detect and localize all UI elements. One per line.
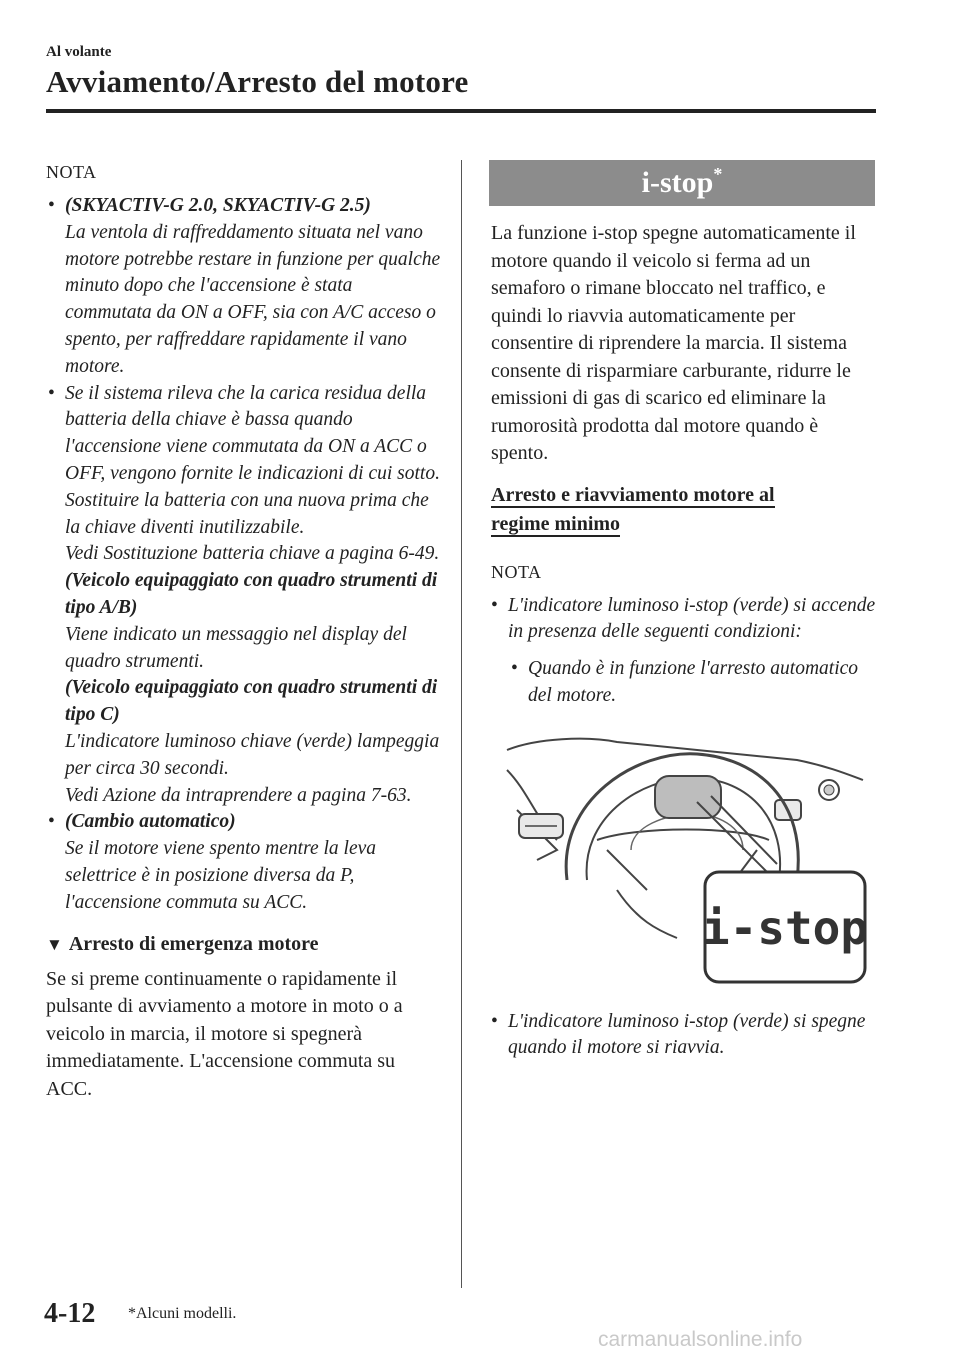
emergency-heading xyxy=(46,933,441,956)
note-item-2 xyxy=(46,381,441,810)
section-label: Al volante xyxy=(46,44,112,60)
column-divider xyxy=(461,160,462,1288)
page-number: 4-12 xyxy=(44,1298,96,1329)
bullet-icon: • xyxy=(48,811,55,833)
subheading-wrap xyxy=(491,482,821,540)
right-column xyxy=(489,160,879,1062)
note-line: L'indicatore luminoso chiave (verde) lampeggia per circa 30 secondi. xyxy=(65,730,440,779)
bullet-icon: • xyxy=(48,382,55,404)
bullet-icon: • xyxy=(48,195,55,216)
bullet-icon: • xyxy=(491,1010,498,1032)
page-title: Avviamento/Arresto del motore xyxy=(46,64,469,99)
note-line: Viene indicato un messaggio nel display del quadro strumenti. xyxy=(65,623,407,672)
note-line: (Veicolo equipaggiato con quadro strumenti di tipo A/B) xyxy=(65,570,438,618)
note-line: La ventola di raffreddamento situata nel vano motore potrebbe restare in funzione per qualche minuto dopo che l'accensione è stata commutata da ON a OFF, sia con A/C acceso o spento, per raffreddare rapidamente il vano motore. xyxy=(65,221,441,377)
subheading: Arresto e riavviamento motore al regime minimo xyxy=(491,483,775,535)
nota-label: NOTA xyxy=(491,561,542,582)
istop-note-list-2 xyxy=(489,1009,879,1063)
page-header xyxy=(46,44,876,100)
bullet-icon: • xyxy=(491,594,498,616)
note-line: Quando è in funzione l'arresto automatico del motore. xyxy=(528,658,859,706)
watermark: carmanualsonline.info xyxy=(598,1328,803,1351)
istop-note-list xyxy=(489,593,879,710)
note-item-1 xyxy=(46,193,441,381)
note-line: (SKYACTIV-G 2.0, SKYACTIV-G 2.5) xyxy=(65,195,371,216)
istop-note-1 xyxy=(489,593,879,647)
footer-note: *Alcuni modelli. xyxy=(128,1305,237,1322)
istop-callout-label: i-stop xyxy=(701,900,869,955)
left-column xyxy=(46,162,441,1103)
note-line: Vedi Sostituzione batteria chiave a pagina 6-49. xyxy=(65,543,440,565)
dashboard-illustration xyxy=(497,730,869,986)
asterisk-mark: * xyxy=(713,164,723,184)
istop-intro: La funzione i-stop spegne automaticamente il motore quando il veicolo si ferma ad un semaforo o rimane bloccato nel traffico, e quindi lo riavvia automaticamente per consentire di riprendere la marcia. Il sistema consente di risparmiare carburante, ridurre le emissioni di gas di scarico ed eliminare la rumorosità prodotta dal motore quando è spento. xyxy=(491,222,856,464)
istop-note-1-sub xyxy=(509,656,879,710)
note-line: Se il sistema rileva che la carica residua della batteria della chiave è bassa quando l'accensione viene commutata da ON a ACC o OFF, vengono fornite le indicazioni di cui sotto. xyxy=(65,382,440,484)
istop-note-2 xyxy=(489,1009,879,1063)
triangle-down-icon: ▼ xyxy=(46,934,63,954)
note-line: (Cambio automatico) xyxy=(65,811,236,833)
note-line: (Veicolo equipaggiato con quadro strumenti di tipo C) xyxy=(65,677,438,726)
emergency-heading-text: Arresto di emergenza motore xyxy=(68,932,319,955)
istop-banner xyxy=(489,160,875,206)
note-line: Vedi Azione da intraprendere a pagina 7-63. xyxy=(65,784,412,806)
banner-title: i-stop xyxy=(641,166,714,199)
header-rule xyxy=(46,109,876,113)
bullet-icon: • xyxy=(511,658,518,680)
emergency-text: Se si preme continuamente o rapidamente il pulsante di avviamento a motore in moto o a veicolo in marcia, il motore si spegnerà immediatamente. L'accensione commuta su ACC. xyxy=(46,967,403,1100)
note-line: Sostituire la batteria con una nuova prima che la chiave diventi inutilizzabile. xyxy=(65,489,429,538)
note-line: Se il motore viene spento mentre la leva selettrice è in posizione diversa da P, l'accensione commuta su ACC. xyxy=(65,838,377,913)
note-line: L'indicatore luminoso i-stop (verde) si accende in presenza delle seguenti condizioni: xyxy=(508,594,876,643)
note-list xyxy=(46,193,441,917)
note-item-3 xyxy=(46,809,441,916)
nota-label: NOTA xyxy=(46,162,97,182)
note-line: L'indicatore luminoso i-stop (verde) si spegne quando il motore si riavvia. xyxy=(508,1010,866,1059)
